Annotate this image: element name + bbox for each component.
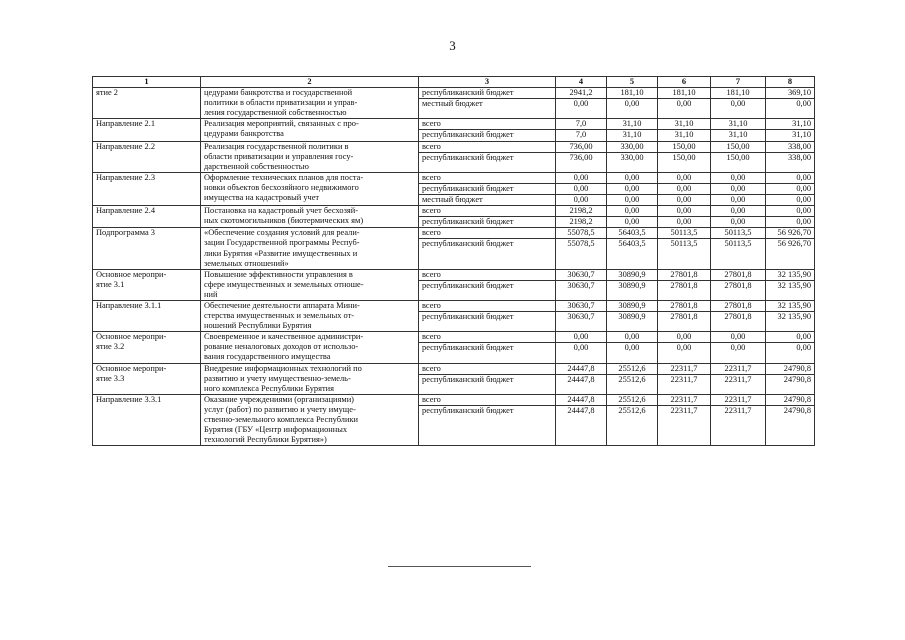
value-cell: 31,10 [711,130,766,141]
row-description-line: Обеспечение деятельности аппарата Мини- [204,300,360,310]
value-cell: 56403,5 [607,228,658,239]
value-cell: 31,10 [658,119,711,130]
value-cell: 181,10 [658,88,711,99]
value-cell: 55078,5 [556,239,607,269]
row-name-cell [93,206,201,228]
value-cell: 0,00 [658,206,711,217]
value-cell: 0,00 [607,206,658,217]
value-cell: 24790,8 [766,394,815,405]
value-cell: 24790,8 [766,374,815,394]
value-cell: 50113,5 [658,228,711,239]
value-cell: 0,00 [711,99,766,119]
value-cell: 369,10 [766,88,815,99]
value-cell: 0,00 [658,183,711,194]
value-cell: 150,00 [658,152,711,172]
value-cell: 181,10 [711,88,766,99]
value-cell: 0,00 [766,343,815,363]
row-name-line: Подпрограмма 3 [96,228,155,238]
value-cell: 50113,5 [711,239,766,269]
header-cell: 5 [607,77,658,88]
row-description-line: Своевременное и качественное администри- [204,332,364,342]
table-row [93,172,815,183]
funding-source-cell: местный бюджет [419,195,556,206]
footer-divider [388,566,531,567]
funding-source-cell: всего [419,394,556,405]
value-cell: 0,00 [658,332,711,343]
funding-source-cell: республиканский бюджет [419,88,556,99]
table-row [93,119,815,130]
table-row [93,300,815,311]
row-description-line: ного комплекса Республики Бурятия [204,383,334,393]
value-cell: 31,10 [658,130,711,141]
row-name-line: Направление 3.1.1 [96,300,162,310]
row-description-line: политики в области приватизации и управ- [204,98,358,108]
value-cell: 2198,2 [556,217,607,228]
value-cell: 330,00 [607,152,658,172]
funding-source-cell: всего [419,206,556,217]
funding-source-cell: республиканский бюджет [419,183,556,194]
row-description-line: рование неналоговых доходов от использо- [204,342,359,352]
header-cell: 1 [93,77,201,88]
table-row [93,394,815,405]
row-description-cell [201,228,419,269]
row-name-line: Основное меропри- [96,363,167,373]
value-cell: 2198,2 [556,206,607,217]
funding-source-cell: всего [419,119,556,130]
row-description-line: Бурятия (ГБУ «Центр информационных [204,425,348,435]
value-cell: 338,00 [766,141,815,152]
value-cell: 0,00 [658,99,711,119]
funding-source-cell: всего [419,172,556,183]
value-cell: 27801,8 [658,280,711,300]
value-cell: 0,00 [556,99,607,119]
value-cell: 32 135,90 [766,300,815,311]
row-name-line: Направление 2.2 [96,141,156,151]
value-cell: 27801,8 [711,312,766,332]
value-cell: 0,00 [658,343,711,363]
value-cell: 30890,9 [607,312,658,332]
row-name-line: Направление 2.1 [96,119,156,129]
header-cell: 7 [711,77,766,88]
value-cell: 0,00 [711,172,766,183]
value-cell: 2941,2 [556,88,607,99]
table-row [93,228,815,239]
value-cell: 24447,8 [556,394,607,405]
value-cell: 31,10 [766,119,815,130]
table-row [93,206,815,217]
value-cell: 32 135,90 [766,280,815,300]
value-cell: 0,00 [658,195,711,206]
row-name-cell [93,88,201,119]
table-row [93,88,815,99]
row-description-line: лики Бурятия «Развитие имущественных и [204,248,358,258]
value-cell: 736,00 [556,141,607,152]
value-cell: 22311,7 [658,405,711,445]
row-description-line: цедурами банкротства и государственной [204,88,353,98]
value-cell: 181,10 [607,88,658,99]
row-description-line: «Обеспечение создания условий для реали- [204,228,360,238]
value-cell: 56 926,70 [766,228,815,239]
table-body [93,88,815,446]
value-cell: 30630,7 [556,269,607,280]
value-cell: 0,00 [766,172,815,183]
row-description-line: стерства имущественных и земельных от- [204,311,355,321]
value-cell: 27801,8 [711,269,766,280]
value-cell: 27801,8 [711,280,766,300]
value-cell: 30890,9 [607,280,658,300]
row-name-line: Направление 2.3 [96,172,156,182]
value-cell: 27801,8 [711,300,766,311]
row-description-cell [201,88,419,119]
funding-source-cell: всего [419,300,556,311]
funding-source-cell: республиканский бюджет [419,152,556,172]
value-cell: 27801,8 [658,300,711,311]
value-cell: 25512,6 [607,374,658,394]
row-description-line: ственно-земельного комплекса Республики [204,415,359,425]
row-description-cell [201,363,419,394]
value-cell: 25512,6 [607,363,658,374]
value-cell: 22311,7 [711,374,766,394]
value-cell: 0,00 [711,217,766,228]
row-description-line: Оформление технических планов для поста- [204,172,364,182]
row-name-cell [93,269,201,300]
row-description-line: ношений Республики Бурятия [204,321,312,331]
value-cell: 56403,5 [607,239,658,269]
funding-source-cell: республиканский бюджет [419,312,556,332]
value-cell: 330,00 [607,141,658,152]
value-cell: 0,00 [607,99,658,119]
value-cell: 0,00 [766,206,815,217]
value-cell: 24790,8 [766,363,815,374]
funding-source-cell: всего [419,269,556,280]
value-cell: 31,10 [607,119,658,130]
row-name-line: ятие 2 [96,88,118,98]
row-description-line: ных скотомогильников (биотермических ям) [204,216,364,226]
funding-source-cell: республиканский бюджет [419,405,556,445]
value-cell: 27801,8 [658,269,711,280]
value-cell: 22311,7 [658,363,711,374]
table-row [93,332,815,343]
row-description-line: цедурами банкротства [204,129,284,139]
value-cell: 24447,8 [556,374,607,394]
row-description-line: имущества на кадастровый учет [204,193,320,203]
value-cell: 150,00 [711,152,766,172]
header-cell: 6 [658,77,711,88]
row-name-line: ятие 3.3 [96,373,125,383]
row-description-line: услуг (работ) по развитию и учету имуще- [204,404,356,414]
value-cell: 31,10 [607,130,658,141]
value-cell: 0,00 [658,172,711,183]
value-cell: 24790,8 [766,405,815,445]
header-cell: 3 [419,77,556,88]
value-cell: 0,00 [607,183,658,194]
value-cell: 24447,8 [556,363,607,374]
row-description-line: Повышение эффективности управления в [204,269,353,279]
value-cell: 7,0 [556,130,607,141]
row-name-cell [93,172,201,205]
row-name-cell [93,141,201,172]
value-cell: 0,00 [766,99,815,119]
value-cell: 0,00 [607,195,658,206]
value-cell: 0,00 [556,183,607,194]
value-cell: 0,00 [607,332,658,343]
row-name-line: Основное меропри- [96,332,167,342]
row-description-cell [201,394,419,445]
value-cell: 736,00 [556,152,607,172]
row-name-cell [93,300,201,331]
value-cell: 0,00 [711,343,766,363]
row-name-cell [93,119,201,141]
row-description-line: вания государственного имущества [204,352,331,362]
value-cell: 0,00 [711,183,766,194]
header-cell: 2 [201,77,419,88]
row-description-line: сфере имущественных и земельных отноше- [204,279,364,289]
row-name-line: Основное меропри- [96,269,167,279]
table-row [93,269,815,280]
value-cell: 30630,7 [556,280,607,300]
row-description-cell [201,332,419,363]
value-cell: 0,00 [711,332,766,343]
row-description-line: Оказание учреждениями (организациями) [204,394,354,404]
row-description-line: зации Государственной программы Респуб- [204,238,360,248]
row-description-cell [201,172,419,205]
value-cell: 31,10 [766,130,815,141]
value-cell: 50113,5 [711,228,766,239]
value-cell: 22311,7 [711,363,766,374]
table-row [93,363,815,374]
value-cell: 0,00 [607,172,658,183]
row-description-line: Постановка на кадастровый учет бесхозяй- [204,206,359,216]
value-cell: 30890,9 [607,300,658,311]
value-cell: 31,10 [711,119,766,130]
row-description-line: технологий Республики Бурятия») [204,435,327,445]
value-cell: 30890,9 [607,269,658,280]
funding-source-cell: республиканский бюджет [419,239,556,269]
funding-source-cell: республиканский бюджет [419,217,556,228]
row-description-line: Реализация мероприятий, связанных с про- [204,119,359,129]
value-cell: 32 135,90 [766,312,815,332]
value-cell: 0,00 [556,195,607,206]
funding-source-cell: республиканский бюджет [419,130,556,141]
funding-source-cell: местный бюджет [419,99,556,119]
value-cell: 22311,7 [658,374,711,394]
table-row [93,141,815,152]
row-description-cell [201,141,419,172]
row-name-line: Направление 3.3.1 [96,394,162,404]
value-cell: 150,00 [711,141,766,152]
value-cell: 0,00 [556,343,607,363]
value-cell: 0,00 [658,217,711,228]
row-description-cell [201,300,419,331]
row-description-line: дарственной собственностью [204,161,309,171]
funding-source-cell: республиканский бюджет [419,374,556,394]
row-description-line: новки объектов бесхозяйного недвижимого [204,182,359,192]
value-cell: 0,00 [766,195,815,206]
value-cell: 0,00 [607,217,658,228]
value-cell: 30630,7 [556,312,607,332]
value-cell: 50113,5 [658,239,711,269]
value-cell: 0,00 [556,172,607,183]
value-cell: 0,00 [766,183,815,194]
funding-source-cell: республиканский бюджет [419,280,556,300]
value-cell: 0,00 [711,206,766,217]
row-name-cell [93,228,201,269]
value-cell: 56 926,70 [766,239,815,269]
page-number: 3 [449,38,456,53]
funding-source-cell: всего [419,141,556,152]
row-description-cell [201,206,419,228]
value-cell: 22311,7 [711,405,766,445]
value-cell: 32 135,90 [766,269,815,280]
row-description-line: земельных отношений» [204,258,289,268]
row-name-line: Направление 2.4 [96,206,156,216]
row-description-line: ний [204,289,218,299]
row-description-line: ления государственной собственностью [204,108,347,118]
value-cell: 0,00 [556,332,607,343]
value-cell: 150,00 [658,141,711,152]
row-name-line: ятие 3.1 [96,279,125,289]
value-cell: 7,0 [556,119,607,130]
value-cell: 22311,7 [711,394,766,405]
row-name-cell [93,394,201,445]
row-description-cell [201,269,419,300]
row-description-cell [201,119,419,141]
funding-source-cell: всего [419,332,556,343]
row-name-line: ятие 3.2 [96,342,125,352]
value-cell: 338,00 [766,152,815,172]
header-cell: 4 [556,77,607,88]
row-description-line: области приватизации и управления госу- [204,151,354,161]
value-cell: 0,00 [766,217,815,228]
value-cell: 0,00 [711,195,766,206]
row-description-line: Реализация государственной политики в [204,141,349,151]
funding-source-cell: всего [419,228,556,239]
row-description-line: Внедрение информационных технологий по [204,363,362,373]
table-header-row [93,77,815,88]
value-cell: 0,00 [766,332,815,343]
value-cell: 25512,6 [607,405,658,445]
header-cell: 8 [766,77,815,88]
value-cell: 55078,5 [556,228,607,239]
value-cell: 0,00 [607,343,658,363]
value-cell: 24447,8 [556,405,607,445]
funding-source-cell: республиканский бюджет [419,343,556,363]
row-description-line: развитию и учету имущественно-земель- [204,373,351,383]
value-cell: 30630,7 [556,300,607,311]
funding-source-cell: всего [419,363,556,374]
value-cell: 27801,8 [658,312,711,332]
row-name-cell [93,332,201,363]
budget-table-container [92,76,814,446]
row-name-cell [93,363,201,394]
budget-table [92,76,815,446]
value-cell: 22311,7 [658,394,711,405]
value-cell: 25512,6 [607,394,658,405]
